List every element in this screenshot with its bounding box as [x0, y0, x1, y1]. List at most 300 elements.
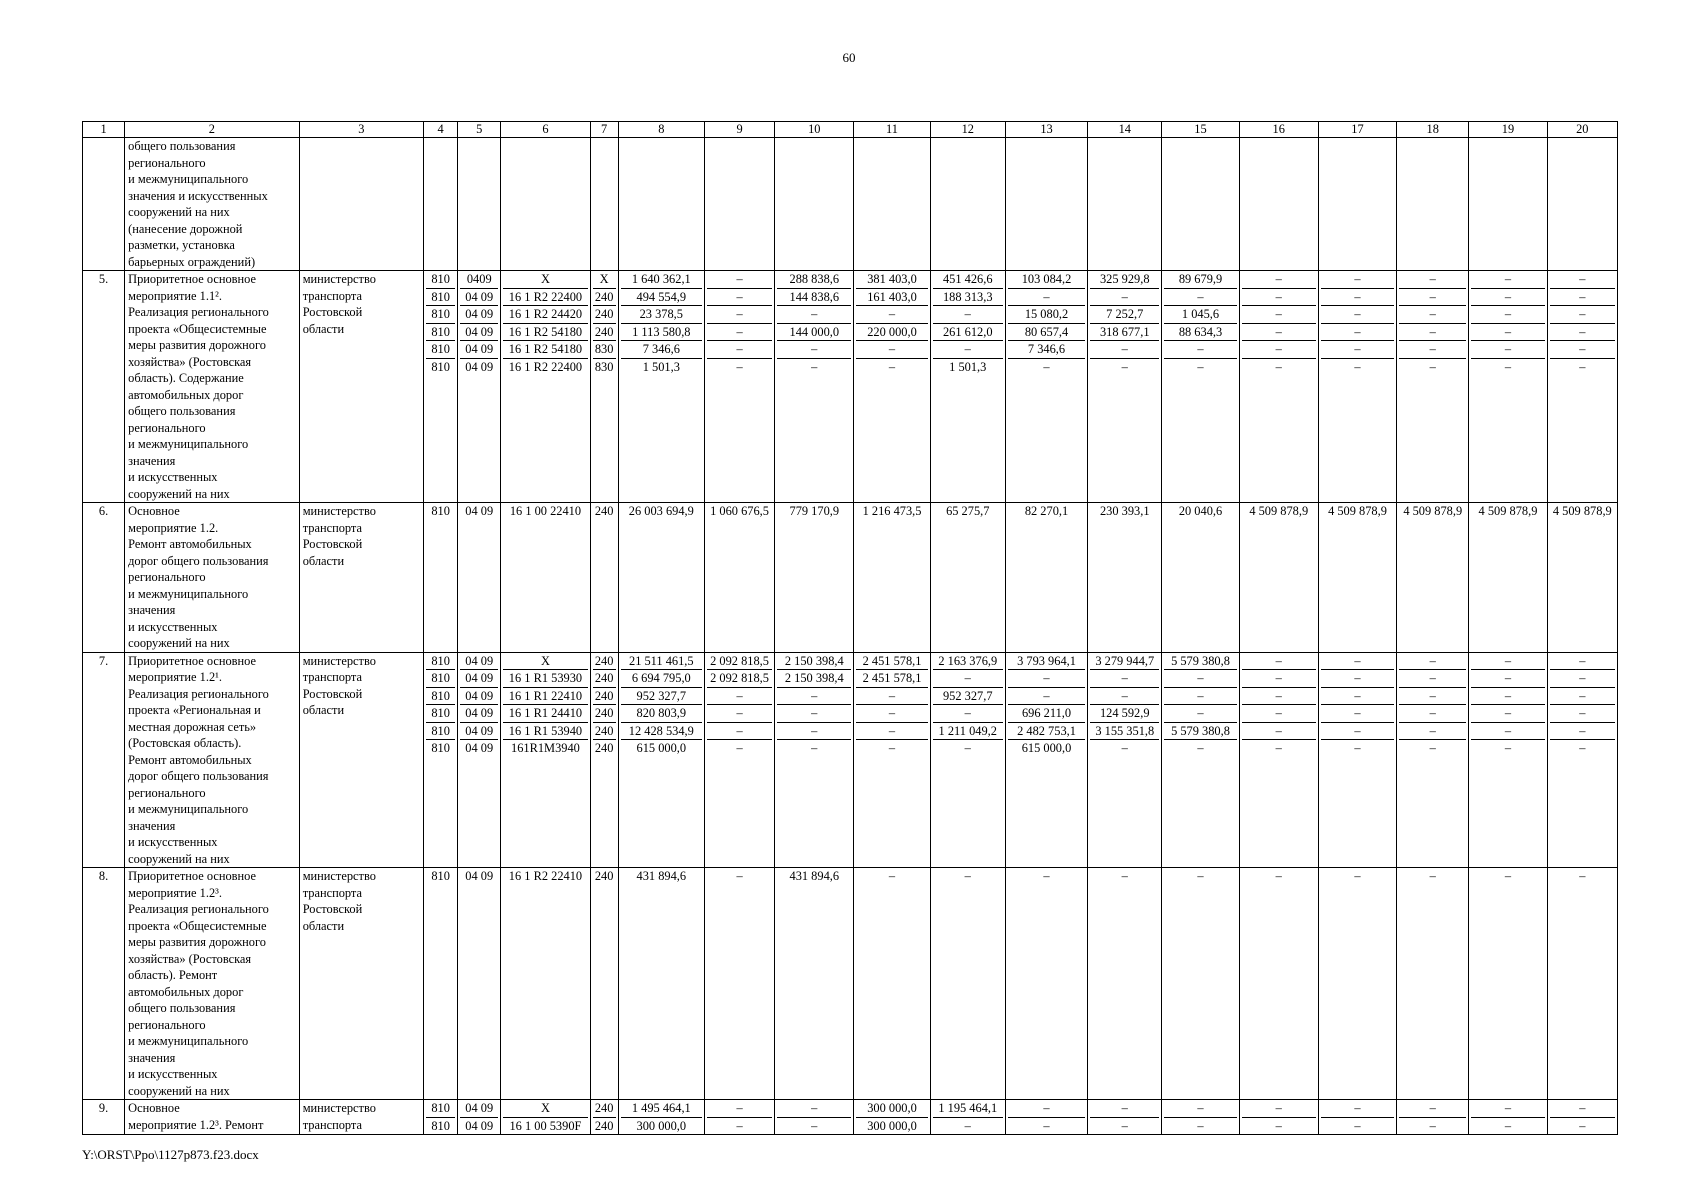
value-cell	[930, 1100, 1005, 1135]
value-line: –	[1399, 271, 1466, 289]
executor-line: министерство	[302, 653, 376, 668]
value-line: –	[1471, 653, 1544, 671]
value-line: –	[1197, 1118, 1204, 1133]
measure-name-line: и межмуниципального	[128, 802, 249, 816]
column-header: 12	[930, 122, 1005, 138]
value-line: –	[1321, 670, 1394, 688]
value-line: –	[707, 1100, 772, 1118]
value-cell	[1318, 868, 1396, 1100]
column-header: 15	[1162, 122, 1239, 138]
value-cell	[775, 503, 854, 653]
value-cell	[704, 1100, 774, 1135]
executor-line: области	[302, 321, 345, 336]
value-line: 810	[431, 741, 450, 755]
value-line: 240	[594, 741, 614, 755]
value-line: 20 040,6	[1178, 504, 1223, 518]
value-line: –	[811, 741, 818, 755]
column-header: 9	[704, 122, 774, 138]
value-line: –	[1197, 869, 1204, 883]
value-line: –	[1242, 306, 1316, 324]
value-cell	[618, 271, 704, 503]
value-line: –	[1121, 359, 1128, 374]
value-line: –	[1504, 1118, 1512, 1133]
value-line: –	[856, 688, 927, 706]
measure-name-line: барьерных ограждений)	[128, 254, 256, 269]
value-cell	[590, 138, 618, 271]
value-line: –	[1121, 869, 1128, 883]
value-line: 124 592,9	[1090, 705, 1159, 723]
value-line: –	[1242, 1100, 1316, 1118]
value-line: X	[503, 653, 587, 671]
measure-name-line: общего пользования	[128, 1001, 236, 1015]
value-line: 240	[593, 289, 616, 307]
value-line: –	[1008, 289, 1085, 307]
value-line: –	[1090, 289, 1159, 307]
measure-name-line: разметки, установка	[128, 238, 235, 252]
value-line: –	[1164, 289, 1236, 307]
value-line: 6 694 795,0	[621, 670, 702, 688]
value-line: 2 482 753,1	[1008, 723, 1085, 741]
value-cell	[1397, 652, 1469, 868]
value-cell	[704, 271, 774, 503]
measure-name-line: дорог общего пользования	[128, 553, 269, 568]
value-line: 2 451 578,1	[856, 653, 927, 671]
value-cell	[590, 652, 618, 868]
value-line: –	[707, 289, 772, 307]
value-cell	[618, 868, 704, 1100]
value-cell	[1239, 868, 1318, 1100]
value-line: 04 09	[460, 306, 498, 324]
value-line: 810	[426, 688, 455, 706]
value-cell	[458, 271, 501, 503]
value-line: 318 677,1	[1090, 324, 1159, 342]
value-cell	[930, 503, 1005, 653]
value-line: 04 09	[465, 741, 494, 755]
value-line: 3 155 351,8	[1090, 723, 1159, 741]
value-line: –	[1354, 741, 1361, 755]
footer-file-path: Y:\ORST\Ppo\1127p873.f23.docx	[82, 1147, 259, 1162]
value-line: –	[1429, 359, 1436, 374]
executor-line: транспорта	[302, 670, 363, 684]
value-line: –	[1550, 1100, 1615, 1118]
value-line: –	[707, 723, 772, 741]
value-line: –	[1550, 670, 1615, 688]
measure-name-line: регионального	[128, 570, 206, 584]
column-header: 2	[125, 122, 300, 138]
column-header: 19	[1469, 122, 1547, 138]
value-line: 381 403,0	[856, 271, 927, 289]
measure-name-line: и межмуниципального	[128, 1034, 249, 1048]
value-line: 15 080,2	[1008, 306, 1085, 324]
value-line: –	[736, 741, 743, 755]
value-line: –	[1579, 359, 1586, 374]
value-line: 2 092 818,5	[707, 653, 772, 671]
value-line: –	[1321, 1100, 1394, 1118]
value-line: –	[1471, 341, 1544, 359]
measure-name	[125, 868, 300, 1100]
executor-line: области	[302, 553, 345, 568]
value-line: 4 509 878,9	[1552, 504, 1612, 518]
measure-name-line: Ремонт автомобильных	[128, 537, 252, 551]
value-line: –	[777, 688, 851, 706]
table-row	[83, 868, 1618, 1100]
value-line: –	[1043, 1118, 1050, 1133]
value-line: 16 1 R2 24420	[503, 306, 587, 324]
value-cell	[501, 138, 590, 271]
measure-name-line: сооружений на них	[128, 205, 230, 219]
budget-table	[82, 121, 1618, 1135]
row-number: 8.	[83, 868, 125, 1100]
column-header: 1	[83, 122, 125, 138]
value-cell	[1239, 652, 1318, 868]
value-line: 615 000,0	[1021, 741, 1072, 755]
value-cell	[458, 1100, 501, 1135]
value-line: X	[503, 1100, 587, 1118]
value-line: –	[1550, 653, 1615, 671]
value-line: 7 346,6	[621, 341, 702, 359]
value-line: 65 275,7	[946, 504, 990, 518]
measure-name-line: (Ростовская область).	[128, 736, 242, 750]
value-line: –	[1399, 341, 1466, 359]
value-line: 3 279 944,7	[1090, 653, 1159, 671]
value-line: –	[1504, 359, 1512, 374]
measure-name-line: мероприятие 1.2¹.	[128, 670, 222, 684]
value-cell	[1005, 503, 1087, 653]
measure-name-line: мероприятие 1.2³. Ремонт	[128, 1117, 264, 1132]
value-cell	[458, 138, 501, 271]
value-line: 0409	[460, 271, 498, 289]
executor-line: министерство	[302, 504, 376, 518]
value-line: 2 451 578,1	[856, 670, 927, 688]
executor-line: Ростовской	[302, 537, 363, 551]
value-line: 1 045,6	[1164, 306, 1236, 324]
value-line: 89 679,9	[1164, 271, 1236, 289]
value-line: –	[856, 306, 927, 324]
value-line: 240	[593, 705, 616, 723]
table-row	[83, 503, 1618, 653]
value-line: 16 1 R1 53940	[503, 723, 587, 741]
value-line: –	[856, 705, 927, 723]
value-line: 4 509 878,9	[1478, 504, 1538, 518]
value-line: 16 1 R2 22410	[508, 869, 583, 883]
measure-name-line: значения	[128, 818, 176, 833]
value-line: 810	[426, 306, 455, 324]
value-cell	[1239, 1100, 1318, 1135]
value-cell	[854, 271, 930, 503]
value-cell	[424, 271, 458, 503]
measure-name-line: Реализация регионального	[128, 686, 269, 701]
value-line: 810	[426, 1100, 455, 1118]
row-number	[83, 138, 125, 271]
value-cell	[501, 503, 590, 653]
value-line: –	[1197, 359, 1204, 374]
value-cell	[930, 138, 1005, 271]
value-cell	[775, 868, 854, 1100]
value-cell	[1547, 868, 1617, 1100]
value-line: 2 150 398,4	[777, 670, 851, 688]
value-line: –	[1399, 306, 1466, 324]
measure-name-line: регионального	[128, 785, 206, 800]
value-line: 240	[594, 1118, 614, 1133]
value-line: –	[1429, 741, 1436, 755]
value-line: 188 313,3	[933, 289, 1003, 307]
executor	[299, 503, 423, 653]
value-line: –	[1354, 869, 1361, 883]
value-cell	[424, 868, 458, 1100]
row-number: 5.	[83, 271, 125, 503]
measure-name	[125, 138, 300, 271]
value-line: 810	[431, 1118, 450, 1133]
value-line: –	[1164, 1100, 1236, 1118]
value-line: 1 501,3	[642, 359, 680, 374]
value-cell	[704, 138, 774, 271]
value-cell	[1318, 138, 1396, 271]
value-line: 16 1 R2 22400	[503, 289, 587, 307]
value-cell	[1162, 503, 1239, 653]
value-cell	[1005, 271, 1087, 503]
value-line: –	[888, 869, 896, 883]
value-line: –	[1043, 359, 1050, 374]
value-line: –	[1242, 289, 1316, 307]
value-line: 952 327,7	[621, 688, 702, 706]
value-line: 1 211 049,2	[933, 723, 1003, 741]
column-header: 18	[1397, 122, 1469, 138]
value-line: 04 09	[460, 1100, 498, 1118]
executor-line: области	[302, 703, 345, 717]
value-line: 23 378,5	[621, 306, 702, 324]
measure-name-line: сооружений на них	[128, 1083, 230, 1098]
value-line: –	[933, 705, 1003, 723]
value-cell	[1318, 1100, 1396, 1135]
value-line: –	[1399, 653, 1466, 671]
table-row	[83, 652, 1618, 868]
value-line: 16 1 R1 22410	[503, 688, 587, 706]
value-line: 810	[426, 653, 455, 671]
value-line: 240	[593, 306, 616, 324]
value-line: 431 894,6	[789, 869, 840, 883]
value-line: 82 270,1	[1024, 504, 1069, 518]
value-line: 16 1 R1 24410	[503, 705, 587, 723]
measure-name-line: сооружений на них	[128, 636, 230, 650]
measure-name-line: Ремонт автомобильных	[128, 752, 252, 767]
value-cell	[1397, 503, 1469, 653]
measure-name-line: мероприятие 1.2.	[128, 520, 219, 535]
measure-name-line: и искусственных	[128, 619, 218, 634]
measure-name-line: общего пользования	[128, 404, 236, 418]
value-line: 12 428 534,9	[621, 723, 702, 741]
measure-name-line: Приоритетное основное	[128, 653, 256, 668]
value-line: –	[1242, 653, 1316, 671]
value-line: –	[736, 1118, 743, 1133]
value-line: –	[964, 869, 971, 883]
value-cell	[618, 1100, 704, 1135]
value-cell	[501, 652, 590, 868]
value-line: –	[1471, 723, 1544, 741]
value-line: 240	[594, 504, 614, 518]
value-line: –	[1504, 741, 1512, 755]
value-line: 16 1 R2 22400	[508, 359, 583, 374]
value-line: –	[1471, 688, 1544, 706]
value-line: –	[1399, 705, 1466, 723]
value-line: 144 838,6	[777, 289, 851, 307]
measure-name-line: Реализация регионального	[128, 902, 269, 916]
value-line: –	[1321, 271, 1394, 289]
value-cell	[1318, 271, 1396, 503]
value-line: 88 634,3	[1164, 324, 1236, 342]
value-cell	[458, 868, 501, 1100]
value-line: –	[1354, 1118, 1361, 1133]
value-cell	[590, 503, 618, 653]
value-line: –	[1008, 670, 1085, 688]
measure-name-line: мероприятие 1.1².	[128, 288, 222, 303]
value-line: 288 838,6	[777, 271, 851, 289]
value-line: –	[777, 306, 851, 324]
value-cell	[618, 138, 704, 271]
value-line: 144 000,0	[777, 324, 851, 342]
value-line: –	[1471, 1100, 1544, 1118]
value-line: –	[1275, 741, 1282, 755]
value-line: –	[1321, 341, 1394, 359]
value-line: –	[1471, 271, 1544, 289]
value-line: 300 000,0	[867, 1118, 917, 1133]
value-line: 810	[426, 271, 455, 289]
value-line: –	[964, 741, 971, 755]
value-cell	[1318, 503, 1396, 653]
measure-name-line: проекта «Региональная и	[128, 703, 261, 717]
value-cell	[704, 868, 774, 1100]
executor	[299, 652, 423, 868]
value-line: –	[1550, 289, 1615, 307]
value-line: –	[1471, 705, 1544, 723]
value-line: 16 1 00 5390F	[509, 1118, 582, 1133]
value-cell	[1088, 503, 1162, 653]
value-line: 2 092 818,5	[707, 670, 772, 688]
value-cell	[501, 1100, 590, 1135]
value-line: 21 511 461,5	[621, 653, 702, 671]
value-line: 2 163 376,9	[933, 653, 1003, 671]
measure-name-line: хозяйства» (Ростовская	[128, 951, 252, 966]
row-number: 9.	[83, 1100, 125, 1135]
value-line: 240	[593, 688, 616, 706]
value-line: 1 640 362,1	[621, 271, 702, 289]
executor-line: области	[302, 918, 345, 933]
value-line: 103 084,2	[1008, 271, 1085, 289]
value-line: –	[707, 705, 772, 723]
value-line: –	[777, 723, 851, 741]
measure-name-line: общего пользования	[128, 139, 236, 153]
value-line: –	[1399, 289, 1466, 307]
measure-name-line: и межмуниципального	[128, 437, 249, 451]
measure-name-line: сооружений на них	[128, 486, 230, 501]
value-cell	[1397, 868, 1469, 1100]
executor-line: транспорта	[302, 885, 363, 900]
measure-name-line: местная дорожная сеть»	[128, 719, 257, 734]
value-line: –	[1164, 705, 1236, 723]
value-line: –	[1164, 670, 1236, 688]
value-line: 810	[426, 723, 455, 741]
measure-name-line: автомобильных дорог	[128, 387, 244, 402]
value-line: 4 509 878,9	[1328, 504, 1387, 518]
value-line: 04 09	[465, 504, 494, 518]
value-line: 261 612,0	[933, 324, 1003, 342]
value-line: –	[933, 670, 1003, 688]
value-line: 820 803,9	[621, 705, 702, 723]
value-line: X	[593, 271, 616, 289]
value-cell	[590, 271, 618, 503]
value-line: –	[1399, 1100, 1466, 1118]
measure-name-line: Приоритетное основное	[128, 272, 256, 286]
value-line: 04 09	[460, 289, 498, 307]
column-header-row	[83, 122, 1618, 138]
value-cell	[1239, 271, 1318, 503]
column-header: 8	[618, 122, 704, 138]
value-line: 04 09	[460, 341, 498, 359]
value-cell	[854, 1100, 930, 1135]
value-cell	[501, 271, 590, 503]
table-row	[83, 1100, 1618, 1135]
value-cell	[854, 868, 930, 1100]
value-line: –	[1471, 324, 1544, 342]
value-line: 240	[593, 670, 616, 688]
value-cell	[854, 503, 930, 653]
value-line: 04 09	[465, 359, 494, 374]
value-line: –	[933, 341, 1003, 359]
value-cell	[930, 271, 1005, 503]
value-cell	[618, 652, 704, 868]
value-line: –	[1043, 869, 1050, 883]
value-line: 779 170,9	[789, 504, 840, 518]
value-line: 230 393,1	[1099, 504, 1150, 518]
measure-name-line: проекта «Общесистемные	[128, 321, 267, 336]
executor-line: транспорта	[302, 288, 363, 303]
value-line: –	[1090, 341, 1159, 359]
value-line: –	[1321, 705, 1394, 723]
executor-line: транспорта	[302, 520, 363, 535]
executor-line: Ростовской	[302, 305, 363, 319]
value-line: –	[736, 359, 743, 374]
measure-name-line: значения	[128, 453, 176, 468]
value-line: 325 929,8	[1090, 271, 1159, 289]
value-line: 4 509 878,9	[1403, 504, 1463, 518]
value-cell	[1162, 271, 1239, 503]
column-header: 4	[424, 122, 458, 138]
value-cell	[1469, 652, 1547, 868]
value-line: –	[1164, 341, 1236, 359]
value-line: 240	[593, 324, 616, 342]
value-line: –	[777, 1100, 851, 1118]
value-line: 830	[593, 341, 616, 359]
value-line: –	[1399, 723, 1466, 741]
column-header: 3	[299, 122, 423, 138]
measure-name-line: значения и искусственных	[128, 188, 268, 203]
measure-name-line: значения	[128, 1050, 176, 1065]
value-cell	[1005, 1100, 1087, 1135]
value-line: –	[1579, 741, 1586, 755]
value-line: –	[736, 869, 743, 883]
value-line: 26 003 694,9	[628, 504, 694, 518]
value-line: 1 060 676,5	[710, 504, 769, 518]
value-line: 80 657,4	[1008, 324, 1085, 342]
value-line: –	[1504, 869, 1512, 883]
value-line: –	[1321, 688, 1394, 706]
value-line: 810	[426, 705, 455, 723]
value-line: –	[707, 341, 772, 359]
value-line: 5 579 380,8	[1164, 653, 1236, 671]
value-line: –	[1399, 670, 1466, 688]
value-line: 1 216 473,5	[862, 504, 922, 518]
value-cell	[930, 652, 1005, 868]
executor-line: министерство	[302, 869, 376, 883]
